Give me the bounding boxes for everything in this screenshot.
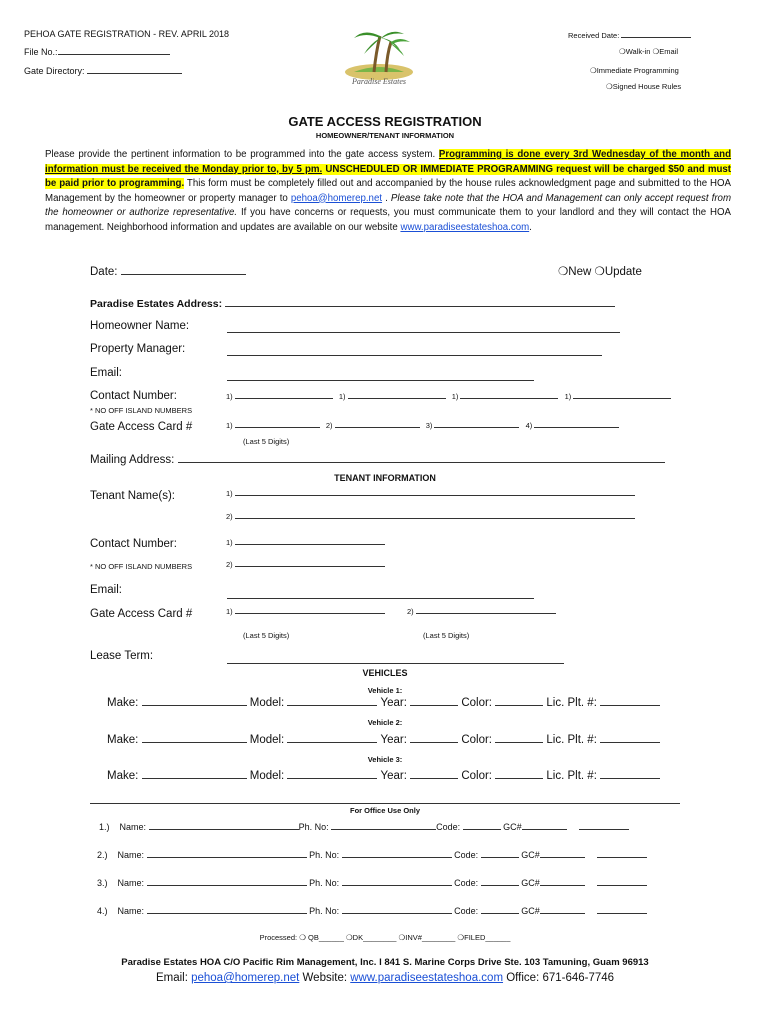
paradise-estates-logo: [334, 22, 424, 88]
tenant-last5-note-2: (Last 5 Digits): [423, 631, 470, 640]
tenant-gate-card-1-input[interactable]: 1): [226, 607, 385, 616]
signed-house-rules-checkbox[interactable]: ❍Signed House Rules: [606, 82, 682, 91]
property-manager-input[interactable]: [227, 343, 602, 361]
tenant-names-label: Tenant Name(s):: [90, 490, 176, 502]
new-update-checkbox[interactable]: ❍New ❍Update: [558, 266, 642, 278]
gate-directory-field[interactable]: [24, 66, 182, 76]
property-manager-label: Property Manager:: [90, 343, 186, 355]
tenant-last5-note-1: (Last 5 Digits): [243, 631, 290, 640]
lease-term-input[interactable]: [227, 651, 564, 669]
page-subtitle: HOMEOWNER/TENANT INFORMATION: [315, 131, 455, 140]
vehicle-1-label: Vehicle 1:: [367, 686, 403, 695]
tenant-gate-card-label: Gate Access Card #: [90, 608, 193, 620]
svg-text:Paradise Estates: Paradise Estates: [352, 77, 406, 86]
vehicles-heading: VEHICLES: [362, 668, 408, 678]
website-link[interactable]: www.paradiseestateshoa.com: [400, 221, 530, 233]
footer-website-link[interactable]: www.paradiseestateshoa.com: [350, 972, 504, 984]
date-field[interactable]: [90, 265, 246, 278]
vehicle-3-label: Vehicle 3:: [367, 755, 403, 764]
mailing-address-field[interactable]: [90, 453, 665, 466]
mailing-address-label: Mailing Address:: [90, 454, 175, 466]
tenant-contact-2-input[interactable]: 2): [226, 560, 385, 569]
vehicle-2-row[interactable]: Make: Model: Year: Color: Lic. Plt. #:: [107, 733, 660, 746]
contact-number-inputs[interactable]: 1) 1) 1) 1): [226, 392, 671, 401]
office-divider: [90, 803, 680, 804]
tenant-no-off-island-note: * NO OFF ISLAND NUMBERS: [90, 562, 193, 571]
homeowner-name-label: Homeowner Name:: [90, 320, 190, 332]
tenant-contact-1-input[interactable]: 1): [226, 538, 385, 547]
address-field[interactable]: [90, 297, 615, 310]
walkin-email-checkbox[interactable]: ❍Walk-in ❍Email: [619, 47, 679, 56]
immediate-programming-checkbox[interactable]: ❍Immediate Programming: [590, 66, 679, 75]
footer-email-link[interactable]: pehoa@homerep.net: [191, 972, 300, 984]
address-label: Paradise Estates Address:: [90, 298, 223, 310]
email-input[interactable]: [227, 368, 534, 386]
office-row-3[interactable]: 3.) Name: Ph. No: Code: GC#: [97, 878, 647, 888]
gate-access-card-label: Gate Access Card #: [90, 421, 193, 433]
unscheduled-fee-notice: UNSCHEDULED OR IMMEDIATE PROGRAMMING request will be charged $50 and must be paid prior to programming.: [45, 163, 732, 189]
gate-directory-label: Gate Directory:: [24, 66, 85, 76]
tenant-name-2-input[interactable]: 2): [226, 512, 635, 521]
tenant-name-1-input[interactable]: 1): [226, 489, 635, 498]
email-label: Email:: [90, 367, 122, 379]
no-off-island-note: * NO OFF ISLAND NUMBERS: [90, 406, 193, 415]
last-five-digits-note: (Last 5 Digits): [243, 437, 290, 446]
tenant-gate-card-2-input[interactable]: 2): [407, 607, 556, 616]
office-row-1[interactable]: 1.) Name: Ph. No: Code: GC#: [99, 822, 629, 832]
palm-tree-icon: [334, 22, 424, 88]
page-title: GATE ACCESS REGISTRATION: [288, 114, 482, 129]
vehicle-2-label: Vehicle 2:: [367, 718, 403, 727]
file-no-label: File No.:: [24, 47, 58, 57]
homeowner-name-input[interactable]: [227, 320, 620, 338]
vehicle-3-row[interactable]: Make: Model: Year: Color: Lic. Plt. #:: [107, 769, 660, 782]
received-date-field[interactable]: [568, 31, 691, 40]
tenant-email-input[interactable]: [227, 586, 534, 604]
form-revision-label: PEHOA GATE REGISTRATION - REV. APRIL 2018: [24, 29, 230, 39]
vehicle-1-row[interactable]: Make: Model: Year: Color: Lic. Plt. #:: [107, 696, 660, 709]
office-row-4[interactable]: 4.) Name: Ph. No: Code: GC#: [97, 906, 647, 916]
file-no-field[interactable]: [24, 47, 170, 57]
processed-checkboxes[interactable]: Processed: ❍ QB______ ❍DK________ ❍INV#________ ❍FILED______: [259, 933, 511, 942]
intro-paragraph: Please provide the pertinent information to be programmed into the gate access system. Programming is done every 3rd Wednesday of the month and information must be received the Monday prior to, by 5 pm. UNSCHEDULED OR IMMEDIATE PROGRAMMING request will be charged $50 and must be paid prior to programming. This form must be completely filled out and accompanied by the house rules acknowledgment page and submitted to the HOA Management by the homeowner or property manager to pehoa@homerep.net . Please take note that the HOA and Management can only accept request from the homeowner or authorize representative. If you have concerns or requests, you must communicate them to your landlord and they will contact the HOA management. Neighborhood information and updates are available on our website www.paradiseestateshoa.com.: [45, 149, 732, 233]
gate-card-inputs[interactable]: 1) 2) 3) 4): [226, 421, 619, 430]
tenant-email-label: Email:: [90, 584, 122, 596]
date-label: Date:: [90, 266, 118, 278]
footer-contact: Email: pehoa@homerep.net Website: www.paradiseestateshoa.com Office: 671-646-7746: [155, 972, 615, 984]
received-date-label: Received Date:: [568, 31, 620, 40]
footer-address: Paradise Estates HOA C/O Pacific Rim Management, Inc. l 841 S. Marine Corps Drive Ste. 103 Tamuning, Guam 96913: [121, 957, 649, 968]
tenant-contact-label: Contact Number:: [90, 538, 177, 550]
contact-number-label: Contact Number:: [90, 390, 177, 402]
programming-schedule-notice: Programming is done every 3rd Wednesday of the month and information must be received the Monday prior to, by 5 pm.: [45, 149, 732, 175]
tenant-heading: TENANT INFORMATION: [334, 473, 436, 483]
office-use-heading: For Office Use Only: [349, 806, 421, 815]
lease-term-label: Lease Term:: [90, 650, 154, 662]
office-row-2[interactable]: 2.) Name: Ph. No: Code: GC#: [97, 850, 647, 860]
hoa-email-link[interactable]: pehoa@homerep.net: [290, 192, 383, 204]
